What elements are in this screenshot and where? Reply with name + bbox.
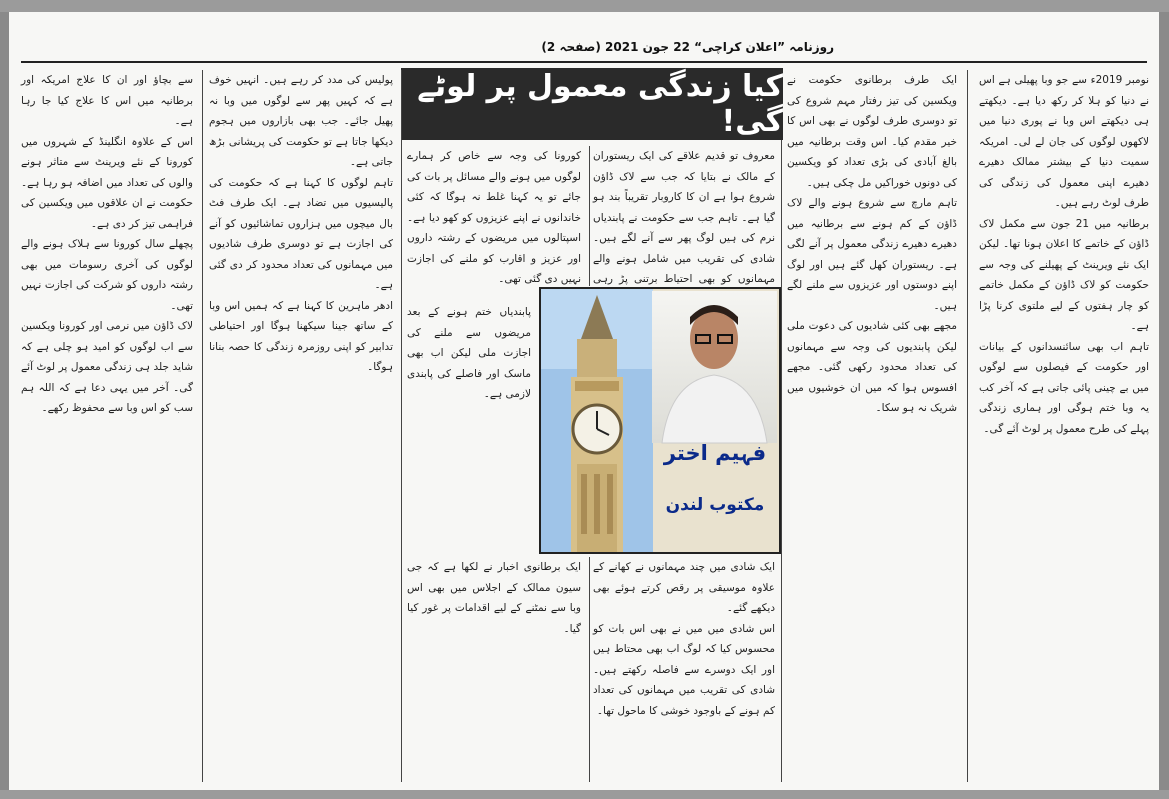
article-column-3a [593, 146, 775, 286]
column-paragraph: سے بچاؤ اور ان کا علاج امریکہ اور برطانیہ میں اس کا علاج کیا جا رہا ہے۔ [21, 74, 193, 127]
article-column-1 [979, 70, 1149, 782]
column-paragraph: ایک برطانوی اخبار نے لکھا ہے کہ جی سیون ممالک کے اجلاس میں بھی اس وبا سے نمٹنے کے لیے اقدامات پر غور کیا گیا۔ [407, 561, 581, 635]
article-column-4a [407, 146, 581, 296]
column-paragraph: پچھلے سال کورونا سے ہلاک ہونے والے لوگوں کی آخری رسومات میں بھی رشتہ داروں کو شرکت کی اجازت نہیں تھی۔ [21, 238, 193, 312]
newspaper-page [9, 12, 1159, 790]
column-paragraph: برطانیہ میں 21 جون سے مکمل لاک ڈاؤن کے خاتمے کا اعلان ہونا تھا۔ لیکن ایک نئے ویرینٹ کے پھیلنے کی وجہ سے حکومت کو لاک ڈاؤن کے مکمل خاتمے کو چار ہفتوں کے لیے ملتوی کرنا پڑا ہے۔ [979, 217, 1149, 332]
author-name: فہیم اختر [663, 441, 767, 465]
column-paragraph: اس شادی میں میں نے بھی اس بات کو محسوس کیا کہ لوگ اب بھی محتاط ہیں اور ایک دوسرے سے فاصلہ رکھتے ہیں۔ شادی کی تقریب میں مہمانوں کی تعداد کم ہونے کے باوجود خوشی کا ماحول تھا۔ [593, 622, 775, 717]
column-divider [202, 70, 203, 782]
article-column-4c [407, 557, 581, 782]
article-column-2 [787, 70, 957, 782]
article-column-4b [407, 302, 531, 552]
column-paragraph: تاہم اب بھی سائنسدانوں کے بیانات اور حکومت کے فیصلوں سے لوگوں میں بے چینی پائی جاتی ہے کہ آخر کب یہ وبا ختم ہوگی اور ہماری زندگی پہلے کی طرح معمول پر لوٹ آئے گی۔ [979, 340, 1149, 435]
column-paragraph: ایک شادی میں چند مہمانوں نے کھانے کے علاوہ موسیقی پر رقص کرتے ہوئے بھی دیکھے گئے۔ [593, 561, 775, 614]
masthead: روزنامہ ”اعلان کراچی“ 22 جون 2021 (صفحہ 2) [541, 40, 834, 54]
headline-banner [401, 68, 783, 140]
scan-bottom-border [0, 790, 1169, 799]
column-paragraph: پولیس کی مدد کر رہے ہیں۔ انہیں خوف ہے کہ کہیں پھر سے لوگوں میں وبا نہ پھیل جائے۔ جب بھی بازاروں میں ہجوم دیکھا جاتا ہے تو حکومت کی پریشانی بڑھ جاتی ہے۔ [209, 74, 393, 168]
column-divider [781, 70, 782, 782]
author-portrait [652, 291, 777, 443]
column-divider [589, 557, 590, 782]
column-divider [589, 146, 590, 286]
column-paragraph: نومبر 2019ء سے جو وبا پھیلی ہے اس نے دنیا کو ہلا کر رکھ دیا ہے۔ دیکھتے ہی دیکھتے اس وبا نے پوری دنیا میں لاکھوں لوگوں کی جان لے لی۔ امریکہ سمیت دنیا کے بیشتر ممالک دھیرے دھیرے اپنی معمول کی زندگی کی طرف لوٹ رہے ہیں۔ [979, 74, 1149, 209]
column-paragraph: لاک ڈاؤن میں نرمی اور کورونا ویکسین سے اب لوگوں کو امید ہو چلی ہے کہ شاید جلد ہی زندگی معمول پر لوٹ آئے گی۔ آخر میں یہی دعا ہے کہ اللہ ہم سب کو اس وبا سے محفوظ رکھے۔ [21, 320, 193, 414]
column-paragraph: کورونا کی وجہ سے خاص کر ہمارے لوگوں میں ہونے والے مسائل پر بات کی جائے تو یہ کہنا غلط نہ ہوگا کہ کئی خاندانوں نے اپنے عزیزوں کو کھو دیا ہے۔ اسپتالوں میں مریضوں کے رشتہ داروں اور عزیز و اقارب کو ملنے کی اجازت نہیں دی گئی تھی۔ [407, 150, 581, 285]
person-avatar-icon [652, 291, 777, 443]
big-ben-image [541, 289, 653, 552]
headline-text: کیا زندگی معمول پر لوٹے گی! [417, 69, 783, 139]
article-photo [539, 287, 781, 554]
article-column-5 [209, 70, 393, 782]
article-column-6 [21, 70, 193, 782]
column-paragraph: پابندیاں ختم ہونے کے بعد مریضوں سے ملنے کی اجازت ملی لیکن اب بھی ماسک اور فاصلے کی پابندی لازمی ہے۔ [407, 306, 531, 400]
column-paragraph: تاہم لوگوں کا کہنا ہے کہ حکومت کی پالیسیوں میں تضاد ہے۔ ایک طرف فٹ بال میچوں میں ہزاروں تماشائیوں کو آنے کی اجازت ہے تو دوسری طرف شادیوں میں مہمانوں کی تعداد محدود کر دی گئی ہے۔ [209, 176, 393, 291]
column-paragraph: ادھر ماہرین کا کہنا ہے کہ ہمیں اس وبا کے ساتھ جینا سیکھنا ہوگا اور احتیاطی تدابیر کو اپنی روزمرہ زندگی کا حصہ بنانا ہوگا۔ [209, 299, 393, 373]
masthead-rule [21, 61, 1147, 63]
column-paragraph: معروف تو قدیم علاقے کی ایک ریستوران کے مالک نے بتایا کہ جب سے لاک ڈاؤن شروع ہوا ہے ان کا کاروبار تقریباً بند ہو گیا ہے۔ تاہم جب سے حکومت نے پابندیاں نرم کی ہیں لوگ پھر سے آنے لگے ہیں۔ شادی کی تقریب میں شامل ہونے والے مہمانوں کو بھی احتیاط برتنی پڑ رہی [593, 150, 775, 285]
column-divider [401, 70, 402, 782]
scan-top-border [0, 0, 1169, 12]
column-paragraph: اس کے علاوہ انگلینڈ کے شہروں میں کورونا کے نئے ویرینٹ سے متاثر ہونے والوں کی تعداد میں اضافہ ہو رہا ہے۔ حکومت نے ان علاقوں میں ویکسین کی فراہمی تیز کر دی ہے۔ [21, 135, 193, 230]
column-paragraph: تاہم مارچ سے شروع ہونے والے لاک ڈاؤن کے کم ہونے سے برطانیہ میں دھیرے دھیرے زندگی معمول پر آنے لگی ہے۔ ریستوران کھل گئے ہیں اور لوگ اپنے دوستوں اور عزیزوں سے ملنے لگے ہیں۔ [787, 197, 957, 312]
article-column-3b [593, 557, 775, 782]
column-paragraph: مجھے بھی کئی شادیوں کی دعوت ملی لیکن پابندیوں کی وجہ سے مہمانوں کی تعداد محدود رکھی گئی۔ مجھے افسوس ہوا کہ میں ان خوشیوں میں شریک نہ ہو سکا۔ [787, 320, 957, 414]
column-paragraph: ایک طرف برطانوی حکومت نے ویکسین کی تیز رفتار مہم شروع کی تو دوسری طرف لوگوں نے بھی اس کا خیر مقدم کیا۔ اس وقت برطانیہ میں بالغ آبادی کی بڑی تعداد کو ویکسین کی دونوں خوراکیں مل چکی ہیں۔ [787, 74, 957, 189]
column-divider [967, 70, 968, 782]
author-location: مکتوب لندن [665, 495, 765, 515]
